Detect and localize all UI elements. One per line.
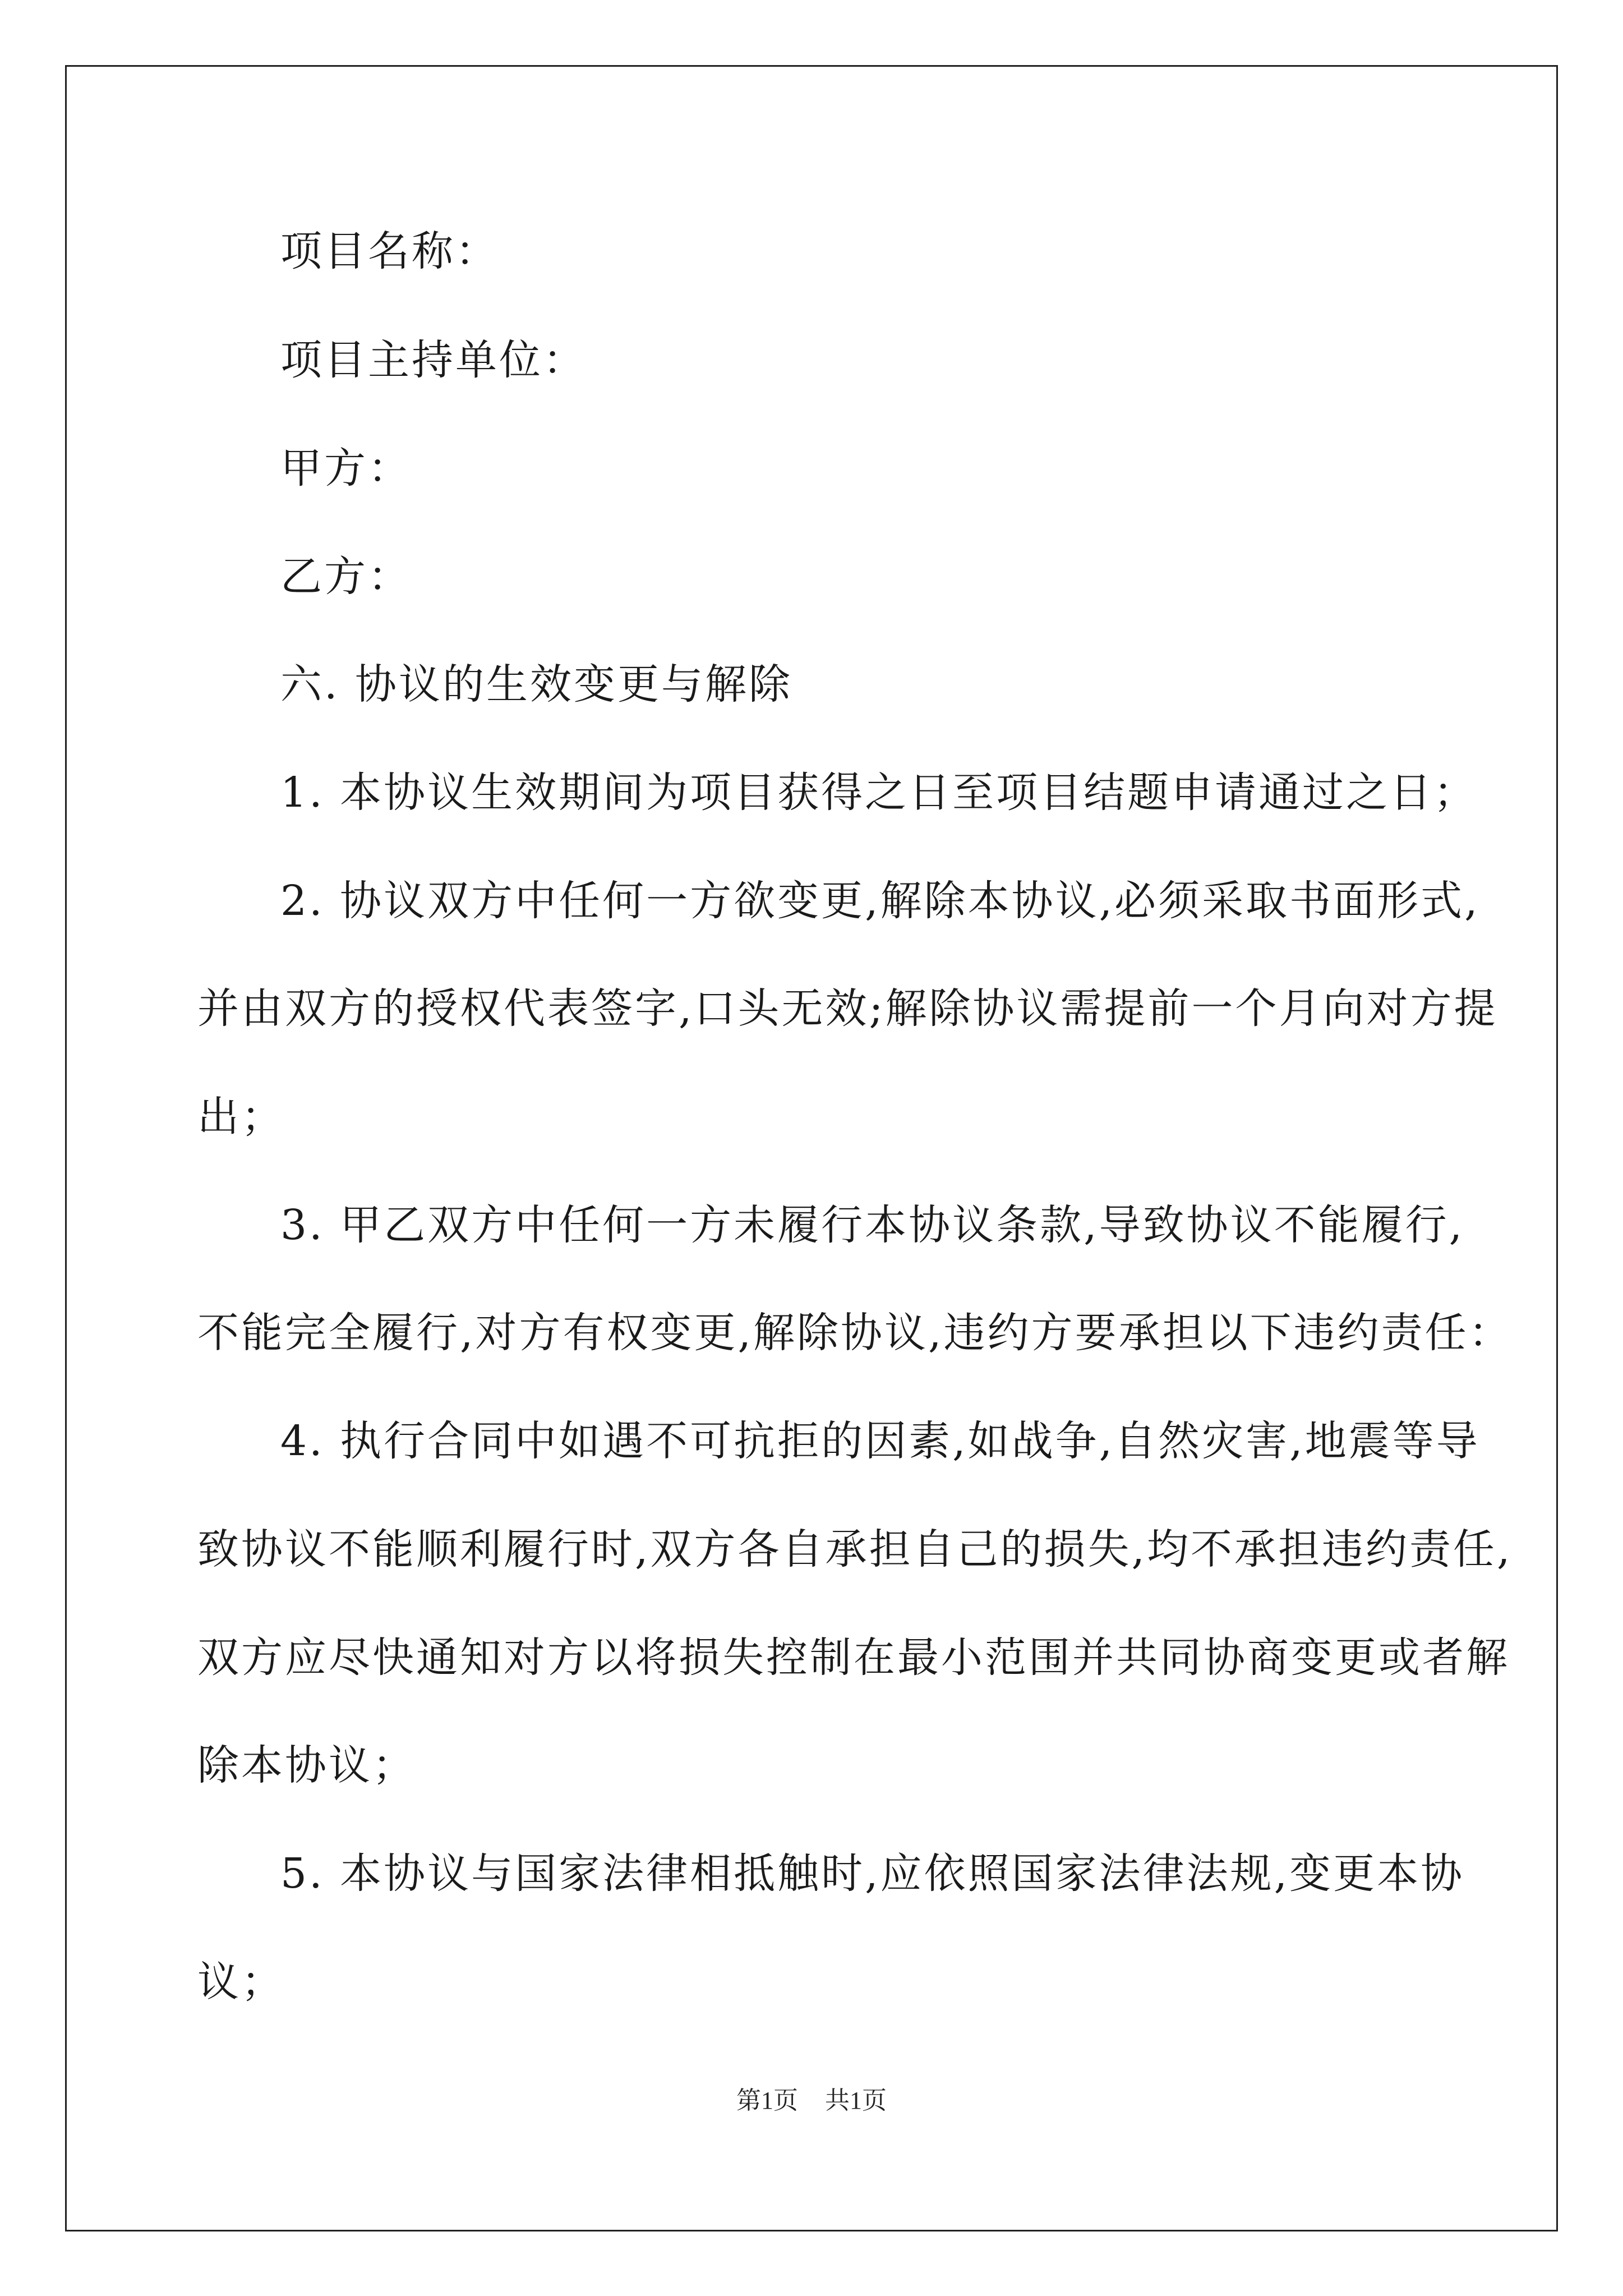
field-party-b: 乙方： [280, 553, 412, 601]
field-host-unit: 项目主持单位： [280, 336, 587, 384]
clause-4-line-3: 双方应尽快通知对方以将损失控制在最小范围并共同协商变更或者解 [197, 1634, 1510, 1682]
field-project-name: 项目名称： [280, 227, 499, 275]
page-number: 第1页 [736, 2087, 798, 2114]
clause-3-line-1: 3. 甲乙双方中任何一方未履行本协议条款,导致协议不能履行, [280, 1201, 1465, 1249]
page-border [65, 65, 1558, 2231]
clause-5-line-2: 议； [197, 1958, 285, 2006]
clause-4-line-4: 除本协议； [197, 1741, 416, 1789]
clause-3-line-2: 不能完全履行,对方有权变更,解除协议,违约方要承担以下违约责任： [197, 1309, 1513, 1357]
clause-4-line-1: 4. 执行合同中如遇不可抗拒的因素,如战争,自然灾害,地震等导 [280, 1417, 1480, 1465]
field-party-a: 甲方： [280, 444, 412, 493]
clause-5-line-1: 5. 本协议与国家法律相抵触时,应依照国家法律法规,变更本协 [280, 1849, 1465, 1898]
clause-2-line-2: 并由双方的授权代表签字,口头无效;解除协议需提前一个月向对方提 [197, 984, 1498, 1033]
page-footer [0, 2084, 1623, 2118]
page-total: 共1页 [825, 2087, 887, 2114]
section-heading: 六. 协议的生效变更与解除 [280, 660, 793, 708]
clause-2-line-1: 2. 协议双方中任何一方欲变更,解除本协议,必须采取书面形式, [280, 877, 1480, 925]
clause-2-line-3: 出； [197, 1093, 285, 1141]
clause-1: 1. 本协议生效期间为项目获得之日至项目结题申请通过之日； [280, 769, 1478, 817]
clause-4-line-2: 致协议不能顺利履行时,双方各自承担自己的损失,均不承担违约责任, [197, 1525, 1513, 1573]
